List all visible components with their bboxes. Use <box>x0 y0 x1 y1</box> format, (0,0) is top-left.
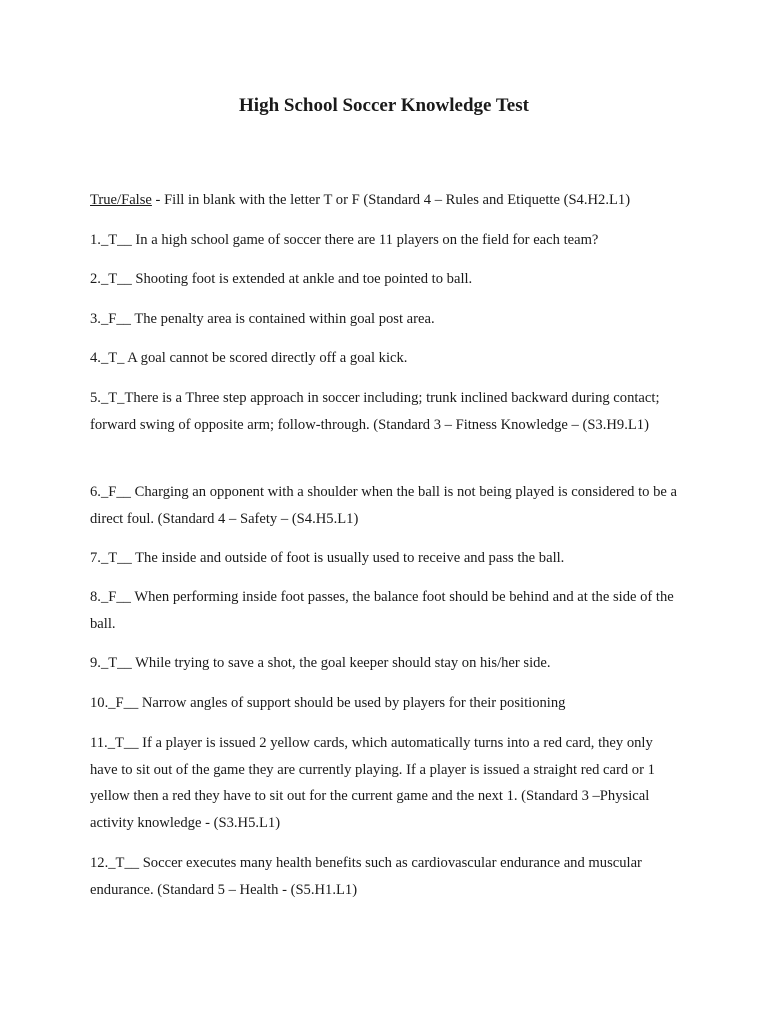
instructions <box>90 190 690 210</box>
question-8: 8._F__ When performing inside foot passes, the balance foot should be behind and at the side of the ball. <box>90 589 674 632</box>
question-6: 6._F__ Charging an opponent with a shoulder when the ball is not being played is considered to be a direct foul. (Standard 4 – Safety – (S4.H5.L1) <box>90 484 678 527</box>
question-3: 3._F__ The penalty area is contained within goal post area. <box>90 311 435 327</box>
page-title: High School Soccer Knowledge Test <box>239 95 529 116</box>
question-7: 7._T__ The inside and outside of foot is usually used to receive and pass the ball. <box>90 550 565 566</box>
question-2: 2._T__ Shooting foot is extended at ankle and toe pointed to ball. <box>90 271 473 287</box>
question-9: 9._T__ While trying to save a shot, the goal keeper should stay on his/her side. <box>90 655 551 671</box>
question-4: 4._T_ A goal cannot be scored directly off a goal kick. <box>90 350 408 366</box>
section-label: True/False <box>90 192 152 208</box>
question-12: 12._T__ Soccer executes many health benefits such as cardiovascular endurance and muscular endurance. (Standard 5 – Health - (S5.H1.L1) <box>90 855 642 898</box>
instructions-text: - Fill in blank with the letter T or F (Standard 4 – Rules and Etiquette (S4.H2.L1) <box>151 192 631 208</box>
question-5: 5._T_There is a Three step approach in soccer including; trunk inclined backward during contact; forward swing of opposite arm; follow-through. (Standard 3 – Fitness Knowledge – (S3.H9.L1) <box>90 390 660 433</box>
question-11: 11._T__ If a player is issued 2 yellow cards, which automatically turns into a red card, they only have to sit out of the game they are currently playing. If a player is issued a straight red card or 1 yellow then a red they have to sit out for the current game and the next 1. (Standard 3 –Physical activity knowledge - (S3.H5.L1) <box>90 735 655 831</box>
question-1: 1._T__ In a high school game of soccer there are 11 players on the field for each team? <box>90 232 599 248</box>
question-10: 10._F__ Narrow angles of support should be used by players for their positioning <box>90 695 566 711</box>
